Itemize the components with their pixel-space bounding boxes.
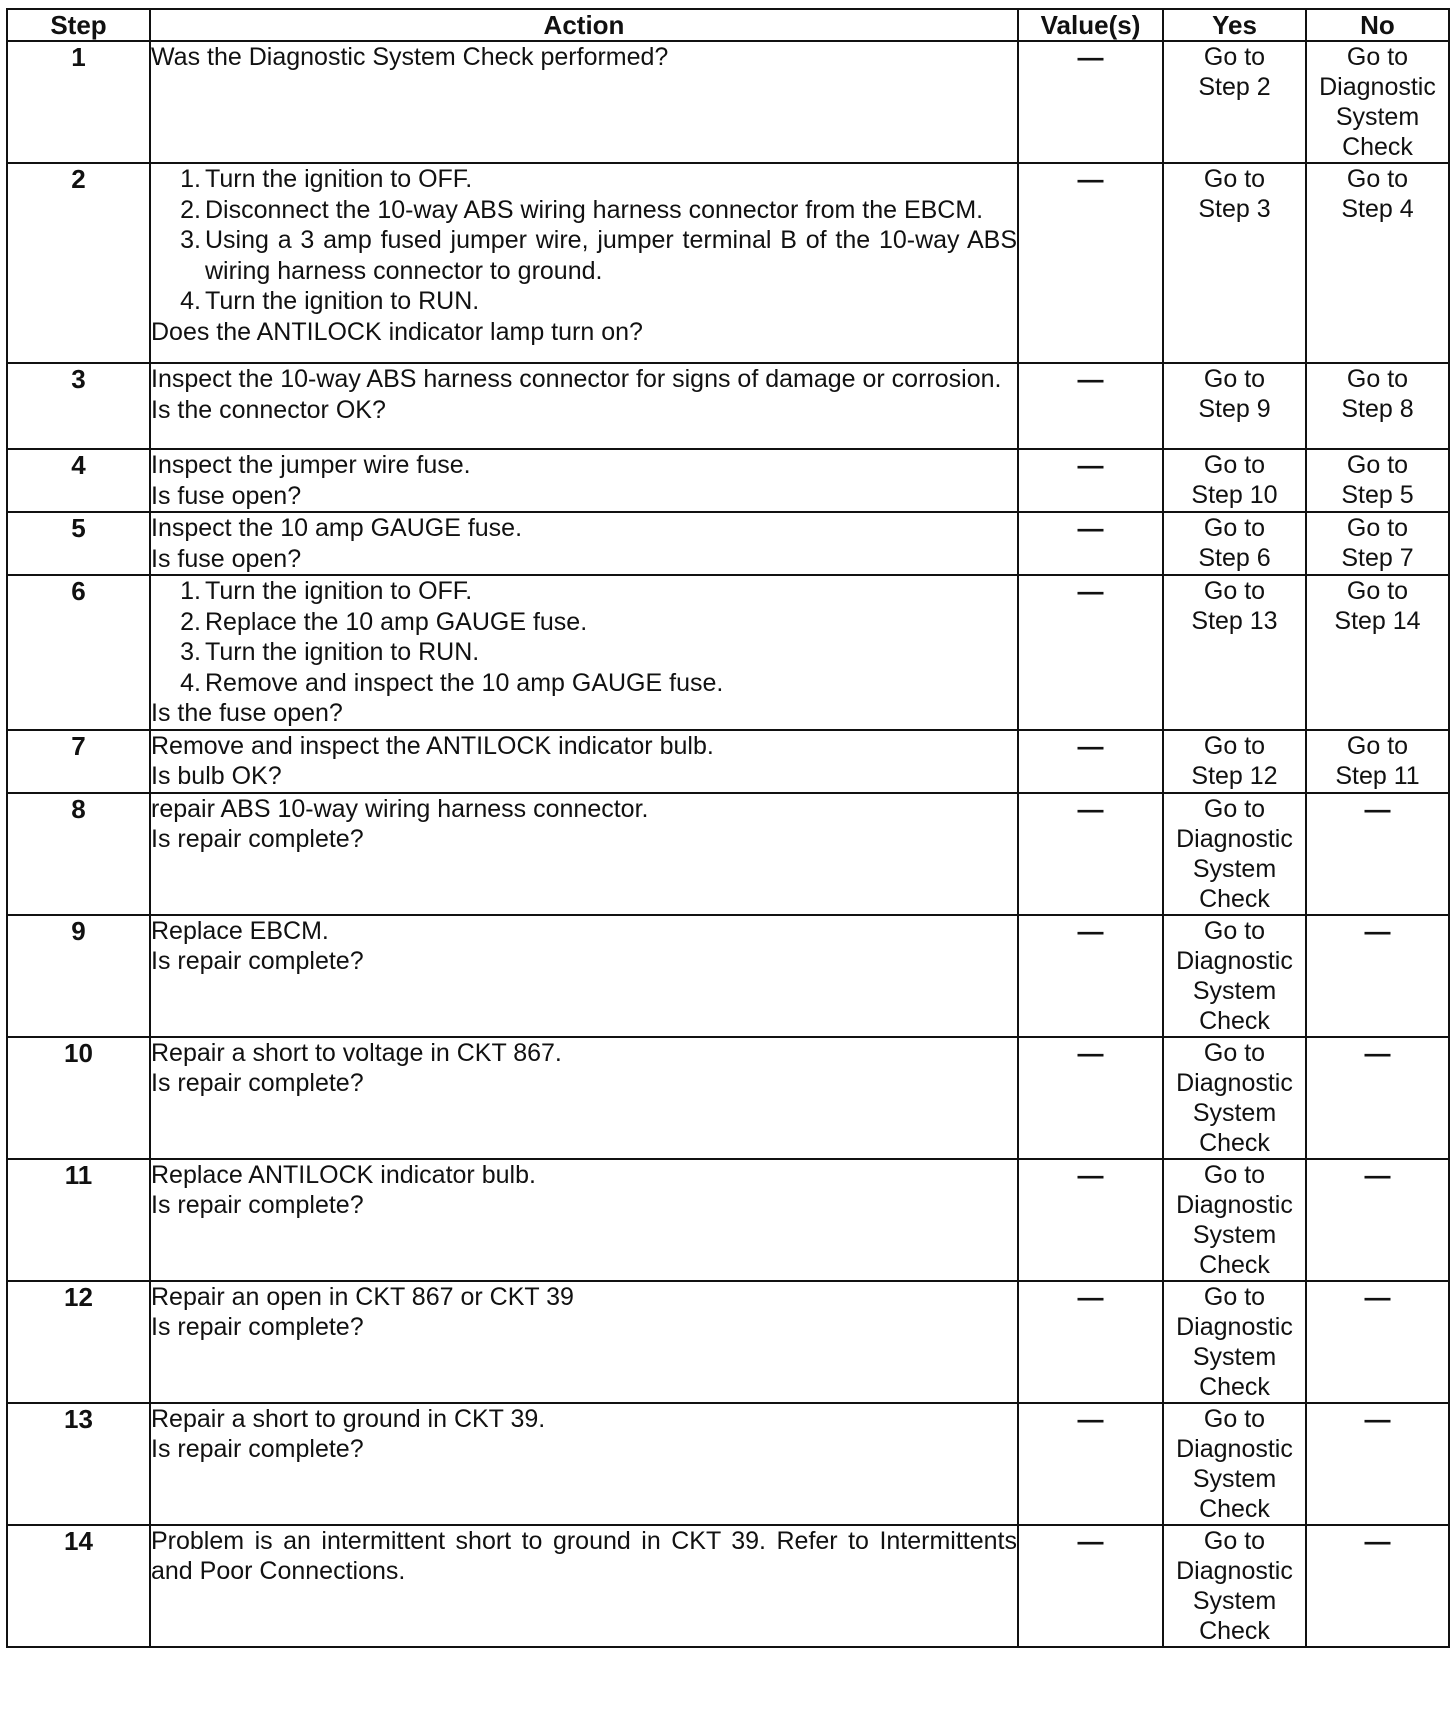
substep-number: 1. bbox=[180, 165, 201, 193]
table-row bbox=[7, 1525, 1449, 1647]
no-text: — bbox=[1364, 793, 1391, 824]
no-cell bbox=[1306, 1525, 1449, 1647]
step-number: 1 bbox=[7, 41, 150, 163]
value-cell: — bbox=[1018, 163, 1163, 363]
substep-text: Turn the ignition to RUN. bbox=[205, 638, 480, 666]
substep-text: Turn the ignition to RUN. bbox=[205, 287, 480, 315]
action-cell bbox=[150, 915, 1018, 1037]
no-text: Step 7 bbox=[1341, 544, 1414, 572]
substep-text: Replace the 10 amp GAUGE fuse. bbox=[205, 607, 588, 636]
yes-cell bbox=[1163, 1403, 1306, 1525]
substep-number: 4. bbox=[180, 668, 201, 697]
step-number: 12 bbox=[7, 1281, 150, 1403]
no-cell bbox=[1306, 1403, 1449, 1525]
no-text: — bbox=[1364, 1403, 1391, 1434]
step-number: 10 bbox=[7, 1037, 150, 1159]
no-text: Step 11 bbox=[1335, 761, 1420, 790]
substep-number: 2. bbox=[180, 195, 201, 224]
yes-text: Diagnostic bbox=[1176, 1556, 1293, 1585]
yes-cell bbox=[1163, 793, 1306, 915]
action-text: Is bulb OK? bbox=[151, 762, 282, 790]
yes-text: Step 9 bbox=[1198, 395, 1271, 423]
action-text: Inspect the jumper wire fuse. bbox=[151, 451, 471, 479]
yes-cell bbox=[1163, 730, 1306, 793]
yes-text: Check bbox=[1199, 1250, 1270, 1279]
table-row bbox=[7, 1159, 1449, 1281]
value-cell: — bbox=[1018, 512, 1163, 575]
yes-text: Go to bbox=[1203, 916, 1266, 945]
no-text: — bbox=[1364, 1525, 1391, 1556]
step-number: 5 bbox=[7, 512, 150, 575]
action-text: Is repair complete? bbox=[151, 1069, 364, 1097]
substep-text: Turn the ignition to OFF. bbox=[205, 165, 473, 193]
action-cell bbox=[150, 41, 1018, 163]
action-text: Is repair complete? bbox=[151, 825, 364, 853]
table-row bbox=[7, 793, 1449, 915]
yes-text: System bbox=[1192, 1098, 1277, 1127]
action-text: Problem is an intermittent short to ground in CKT 39. Refer to Intermittents and Poor Connections. bbox=[151, 1526, 1017, 1585]
no-text: Go to bbox=[1346, 43, 1409, 71]
action-cell bbox=[150, 1037, 1018, 1159]
no-text: System bbox=[1335, 103, 1420, 131]
action-substep bbox=[180, 637, 1017, 668]
header-step: Step bbox=[7, 9, 150, 41]
action-text: Is fuse open? bbox=[151, 481, 302, 510]
no-cell bbox=[1306, 575, 1449, 730]
yes-text: Go to bbox=[1203, 1160, 1266, 1189]
no-text: Step 5 bbox=[1341, 481, 1414, 509]
yes-text: Check bbox=[1199, 884, 1270, 913]
action-substep bbox=[180, 195, 1017, 226]
action-text: Is repair complete? bbox=[151, 1435, 364, 1463]
step-number: 3 bbox=[7, 363, 150, 449]
substep-text: Turn the ignition to OFF. bbox=[205, 577, 473, 605]
no-cell bbox=[1306, 1281, 1449, 1403]
yes-text: Check bbox=[1199, 1494, 1270, 1523]
table-header-row bbox=[7, 9, 1449, 41]
action-substep bbox=[180, 286, 1017, 317]
yes-text: Diagnostic bbox=[1176, 1068, 1293, 1097]
yes-text: Diagnostic bbox=[1176, 1434, 1293, 1463]
header-action: Action bbox=[150, 9, 1018, 41]
no-cell bbox=[1306, 363, 1449, 449]
yes-text: Step 10 bbox=[1191, 481, 1278, 509]
yes-text: Go to bbox=[1203, 365, 1266, 393]
no-text: Step 14 bbox=[1334, 607, 1421, 635]
action-cell bbox=[150, 163, 1018, 363]
step-number: 11 bbox=[7, 1159, 150, 1281]
yes-text: Go to bbox=[1203, 1038, 1266, 1067]
action-text: Is repair complete? bbox=[151, 1313, 364, 1341]
action-text: Inspect the 10 amp GAUGE fuse. bbox=[151, 514, 523, 542]
yes-text: Go to bbox=[1203, 43, 1266, 71]
no-cell bbox=[1306, 915, 1449, 1037]
table-row bbox=[7, 449, 1449, 512]
action-text: Replace EBCM. bbox=[151, 916, 329, 945]
table-row bbox=[7, 1037, 1449, 1159]
no-text: Go to bbox=[1346, 514, 1409, 542]
action-text: Is repair complete? bbox=[151, 1191, 364, 1219]
action-text: repair ABS 10-way wiring harness connector. bbox=[151, 794, 649, 823]
no-cell bbox=[1306, 730, 1449, 793]
yes-text: Diagnostic bbox=[1176, 1190, 1293, 1219]
substep-number: 2. bbox=[180, 607, 201, 636]
action-cell bbox=[150, 1525, 1018, 1647]
action-substep-list bbox=[151, 576, 1017, 698]
step-number: 14 bbox=[7, 1525, 150, 1647]
step-number: 9 bbox=[7, 915, 150, 1037]
table-row bbox=[7, 363, 1449, 449]
yes-text: Step 12 bbox=[1191, 761, 1278, 790]
value-cell: — bbox=[1018, 363, 1163, 449]
yes-text: System bbox=[1192, 976, 1277, 1005]
action-substep-list bbox=[151, 164, 1017, 317]
value-cell: — bbox=[1018, 1281, 1163, 1403]
action-cell bbox=[150, 730, 1018, 793]
action-text: Inspect the 10-way ABS harness connector for signs of damage or corrosion. bbox=[151, 365, 1002, 393]
yes-text: Go to bbox=[1203, 1282, 1266, 1311]
yes-text: Step 2 bbox=[1198, 73, 1271, 101]
value-cell: — bbox=[1018, 915, 1163, 1037]
no-text: — bbox=[1364, 1159, 1391, 1190]
no-text: Go to bbox=[1346, 165, 1409, 193]
value-cell: — bbox=[1018, 575, 1163, 730]
action-text: Is the fuse open? bbox=[151, 699, 343, 727]
substep-text: Disconnect the 10-way ABS wiring harness connector from the EBCM. bbox=[205, 195, 984, 224]
yes-cell bbox=[1163, 1525, 1306, 1647]
step-number: 4 bbox=[7, 449, 150, 512]
no-text: — bbox=[1364, 1037, 1391, 1068]
yes-cell bbox=[1163, 163, 1306, 363]
no-text: — bbox=[1364, 915, 1391, 946]
action-cell bbox=[150, 1403, 1018, 1525]
action-substep bbox=[180, 576, 1017, 607]
action-cell bbox=[150, 1281, 1018, 1403]
no-text: Step 4 bbox=[1341, 195, 1414, 223]
value-cell: — bbox=[1018, 1037, 1163, 1159]
no-text: Go to bbox=[1346, 451, 1409, 479]
value-cell: — bbox=[1018, 730, 1163, 793]
no-text: Step 8 bbox=[1341, 395, 1414, 423]
action-text: Is the connector OK? bbox=[151, 395, 386, 424]
yes-cell bbox=[1163, 1037, 1306, 1159]
table-row bbox=[7, 730, 1449, 793]
header-no: No bbox=[1306, 9, 1449, 41]
no-text: Go to bbox=[1346, 365, 1409, 393]
no-text: Check bbox=[1342, 133, 1413, 161]
table-row bbox=[7, 575, 1449, 730]
yes-cell bbox=[1163, 363, 1306, 449]
action-cell bbox=[150, 449, 1018, 512]
value-cell: — bbox=[1018, 793, 1163, 915]
action-cell bbox=[150, 793, 1018, 915]
yes-text: Go to bbox=[1203, 1526, 1266, 1555]
yes-text: Diagnostic bbox=[1176, 824, 1293, 853]
yes-cell bbox=[1163, 1159, 1306, 1281]
yes-text: System bbox=[1192, 1342, 1277, 1371]
yes-text: Step 6 bbox=[1198, 544, 1271, 572]
no-text: Diagnostic bbox=[1319, 73, 1436, 101]
value-cell: — bbox=[1018, 1159, 1163, 1281]
action-text: Does the ANTILOCK indicator lamp turn on? bbox=[151, 317, 643, 346]
value-cell: — bbox=[1018, 41, 1163, 163]
table-row bbox=[7, 41, 1449, 163]
action-cell bbox=[150, 363, 1018, 449]
no-text: — bbox=[1364, 1281, 1391, 1312]
step-number: 8 bbox=[7, 793, 150, 915]
no-cell bbox=[1306, 1159, 1449, 1281]
step-number: 2 bbox=[7, 163, 150, 363]
yes-cell bbox=[1163, 512, 1306, 575]
yes-text: Go to bbox=[1203, 794, 1266, 823]
yes-text: Go to bbox=[1203, 451, 1266, 479]
header-values: Value(s) bbox=[1018, 9, 1163, 41]
yes-text: Go to bbox=[1203, 165, 1266, 193]
action-text: Remove and inspect the ANTILOCK indicator bulb. bbox=[151, 731, 714, 760]
yes-text: Check bbox=[1199, 1616, 1270, 1645]
yes-text: Go to bbox=[1203, 1404, 1266, 1433]
action-text: Repair a short to voltage in CKT 867. bbox=[151, 1038, 562, 1067]
yes-text: System bbox=[1192, 1464, 1277, 1493]
no-cell bbox=[1306, 163, 1449, 363]
no-cell bbox=[1306, 41, 1449, 163]
step-number: 13 bbox=[7, 1403, 150, 1525]
no-cell bbox=[1306, 793, 1449, 915]
yes-text: System bbox=[1192, 1220, 1277, 1249]
action-substep bbox=[180, 164, 1017, 195]
header-yes: Yes bbox=[1163, 9, 1306, 41]
substep-number: 3. bbox=[180, 638, 201, 666]
yes-text: Step 3 bbox=[1198, 195, 1271, 223]
action-text: Repair a short to ground in CKT 39. bbox=[151, 1404, 546, 1433]
table-row bbox=[7, 1281, 1449, 1403]
action-substep bbox=[180, 225, 1017, 286]
step-number: 6 bbox=[7, 575, 150, 730]
no-cell bbox=[1306, 512, 1449, 575]
step-number: 7 bbox=[7, 730, 150, 793]
substep-number: 3. bbox=[180, 226, 201, 254]
yes-cell bbox=[1163, 575, 1306, 730]
yes-text: Step 13 bbox=[1191, 607, 1278, 635]
yes-text: Go to bbox=[1203, 731, 1266, 760]
action-cell bbox=[150, 1159, 1018, 1281]
action-text: Is fuse open? bbox=[151, 544, 302, 573]
value-cell: — bbox=[1018, 1525, 1163, 1647]
diagnostic-table bbox=[6, 8, 1450, 1648]
action-text: Repair an open in CKT 867 or CKT 39 bbox=[151, 1282, 574, 1311]
action-substep bbox=[180, 668, 1017, 699]
substep-number: 1. bbox=[180, 577, 201, 605]
value-cell: — bbox=[1018, 1403, 1163, 1525]
table-row bbox=[7, 512, 1449, 575]
yes-cell bbox=[1163, 41, 1306, 163]
substep-text: Remove and inspect the 10 amp GAUGE fuse. bbox=[205, 668, 724, 697]
yes-text: Go to bbox=[1203, 514, 1266, 542]
action-cell bbox=[150, 512, 1018, 575]
no-text: Go to bbox=[1346, 577, 1409, 605]
yes-text: Check bbox=[1199, 1372, 1270, 1401]
table-row bbox=[7, 915, 1449, 1037]
substep-number: 4. bbox=[180, 287, 201, 315]
action-substep bbox=[180, 607, 1017, 638]
yes-text: System bbox=[1192, 1586, 1277, 1615]
yes-text: Diagnostic bbox=[1176, 1312, 1293, 1341]
yes-text: Diagnostic bbox=[1176, 946, 1293, 975]
action-cell bbox=[150, 575, 1018, 730]
yes-cell bbox=[1163, 449, 1306, 512]
action-text: Replace ANTILOCK indicator bulb. bbox=[151, 1160, 536, 1189]
table-body bbox=[7, 41, 1449, 1647]
no-text: Go to bbox=[1346, 731, 1409, 760]
yes-text: System bbox=[1192, 854, 1277, 883]
no-cell bbox=[1306, 1037, 1449, 1159]
table-row bbox=[7, 1403, 1449, 1525]
table-row bbox=[7, 163, 1449, 363]
no-cell bbox=[1306, 449, 1449, 512]
action-text: Is repair complete? bbox=[151, 947, 364, 975]
yes-text: Go to bbox=[1203, 577, 1266, 605]
yes-text: Check bbox=[1199, 1128, 1270, 1157]
yes-cell bbox=[1163, 915, 1306, 1037]
action-text: Was the Diagnostic System Check performed? bbox=[151, 43, 669, 71]
substep-text: Using a 3 amp fused jumper wire, jumper terminal B of the 10-way ABS wiring harness connector to ground. bbox=[205, 226, 1017, 285]
yes-cell bbox=[1163, 1281, 1306, 1403]
yes-text: Check bbox=[1199, 1006, 1270, 1035]
value-cell: — bbox=[1018, 449, 1163, 512]
